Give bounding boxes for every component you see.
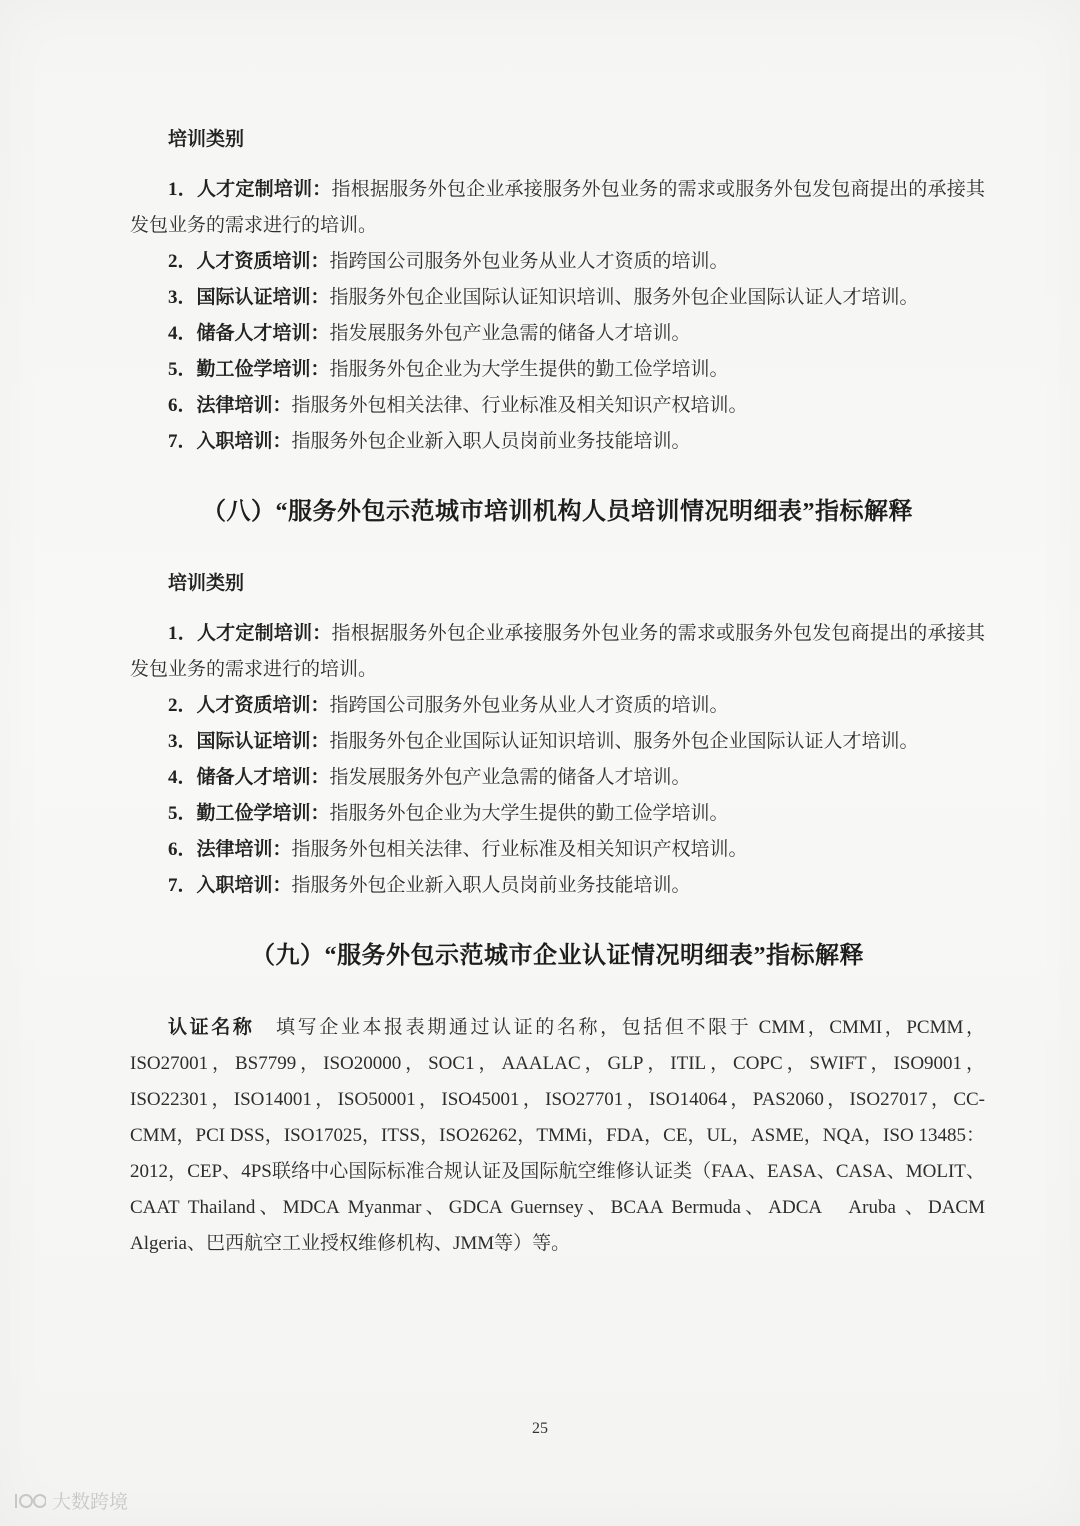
item-desc: 指根据服务外包企业承接服务外包业务的需求或服务外包发包商提出的承接其发包业务的需求进行的培训。 xyxy=(130,623,985,680)
item-term: 1．人才定制培训： xyxy=(168,623,332,644)
item-term: 7．入职培训： xyxy=(168,875,292,896)
item-term: 3．国际认证培训： xyxy=(168,287,330,308)
item-term: 5．勤工俭学培训： xyxy=(168,803,330,824)
list-item xyxy=(130,616,985,688)
list-item xyxy=(130,388,985,424)
list-item xyxy=(130,724,985,760)
page-number: 25 xyxy=(532,1420,548,1437)
item-term: 4．储备人才培训： xyxy=(168,767,330,788)
section-8-title: （八）“服务外包示范城市培训机构人员培训情况明细表”指标解释 xyxy=(202,499,913,525)
item-desc: 指跨国公司服务外包业务从业人才资质的培训。 xyxy=(329,695,729,716)
list-item xyxy=(130,280,985,316)
watermark-text: 大数跨境 xyxy=(52,1492,129,1513)
item-term: 2．人才资质培训： xyxy=(168,695,330,716)
item-term: 2．人才资质培训： xyxy=(168,251,330,272)
item-desc: 指服务外包企业新入职人员岗前业务技能培训。 xyxy=(291,431,691,452)
item-desc: 指发展服务外包产业急需的储备人才培训。 xyxy=(329,323,691,344)
list-item xyxy=(130,688,985,724)
item-term: 4．储备人才培训： xyxy=(168,323,330,344)
list-item xyxy=(130,760,985,796)
item-term: 7．入职培训： xyxy=(168,431,292,452)
list-item xyxy=(130,424,985,460)
item-term: 1．人才定制培训： xyxy=(168,179,332,200)
list-item xyxy=(130,352,985,388)
list-item xyxy=(130,316,985,352)
training-list-2 xyxy=(130,616,985,904)
list-item xyxy=(130,796,985,832)
item-desc: 指服务外包相关法律、行业标准及相关知识产权培训。 xyxy=(291,839,748,860)
item-desc: 指服务外包企业新入职人员岗前业务技能培训。 xyxy=(291,875,691,896)
certification-desc: 填写企业本报表期通过认证的名称，包括但不限于 CMM，CMMI，PCMM，ISO27001，BS7799，ISO20000，SOC1，AAALAC，GLP，ITIL，COPC，SWIFT，ISO9001，ISO22301，ISO14001，ISO50001，ISO45001，ISO27701，ISO14064，PAS2060，ISO27017，CC-CMM，PCI DSS，ISO17025，ITSS，ISO26262，TMMi，FDA，CE，UL，ASME，NQA，ISO 13485：2012，CEP、4PS联络中心国际标准合规认证及国际航空维修认证类（FAA、EASA、CASA、MOLIT、CAAT Thailand、MDCA Myanmar、GDCA Guernsey、BCAA Bermuda、ADCA Aruba 、DACM Algeria、巴西航空工业授权维修机构、JMM等）等。 xyxy=(130,1017,985,1254)
item-term: 6．法律培训： xyxy=(168,839,292,860)
training-category-heading-1: 培训类别 xyxy=(168,129,245,150)
item-desc: 指服务外包相关法律、行业标准及相关知识产权培训。 xyxy=(291,395,748,416)
certification-paragraph xyxy=(130,1010,985,1262)
section-9-title: （九）“服务外包示范城市企业认证情况明细表”指标解释 xyxy=(251,943,864,969)
item-desc: 指发展服务外包产业急需的储备人才培训。 xyxy=(329,767,691,788)
list-item xyxy=(130,172,985,244)
item-term: 3．国际认证培训： xyxy=(168,731,330,752)
list-item xyxy=(130,832,985,868)
item-desc: 指服务外包企业国际认证知识培训、服务外包企业国际认证人才培训。 xyxy=(329,287,919,308)
item-desc: 指服务外包企业为大学生提供的勤工俭学培训。 xyxy=(329,803,729,824)
list-item xyxy=(130,244,985,280)
item-desc: 指服务外包企业国际认证知识培训、服务外包企业国际认证人才培训。 xyxy=(329,731,919,752)
item-desc: 指跨国公司服务外包业务从业人才资质的培训。 xyxy=(329,251,729,272)
training-category-heading-2: 培训类别 xyxy=(168,573,245,594)
certification-term: 认证名称 xyxy=(168,1017,255,1038)
item-term: 5．勤工俭学培训： xyxy=(168,359,330,380)
training-list-1 xyxy=(130,172,985,460)
item-desc: 指服务外包企业为大学生提供的勤工俭学培训。 xyxy=(329,359,729,380)
watermark-logo-icon xyxy=(12,1490,46,1512)
list-item xyxy=(130,868,985,904)
item-desc: 指根据服务外包企业承接服务外包业务的需求或服务外包发包商提出的承接其发包业务的需求进行的培训。 xyxy=(130,179,985,236)
watermark xyxy=(12,1487,128,1514)
item-term: 6．法律培训： xyxy=(168,395,292,416)
